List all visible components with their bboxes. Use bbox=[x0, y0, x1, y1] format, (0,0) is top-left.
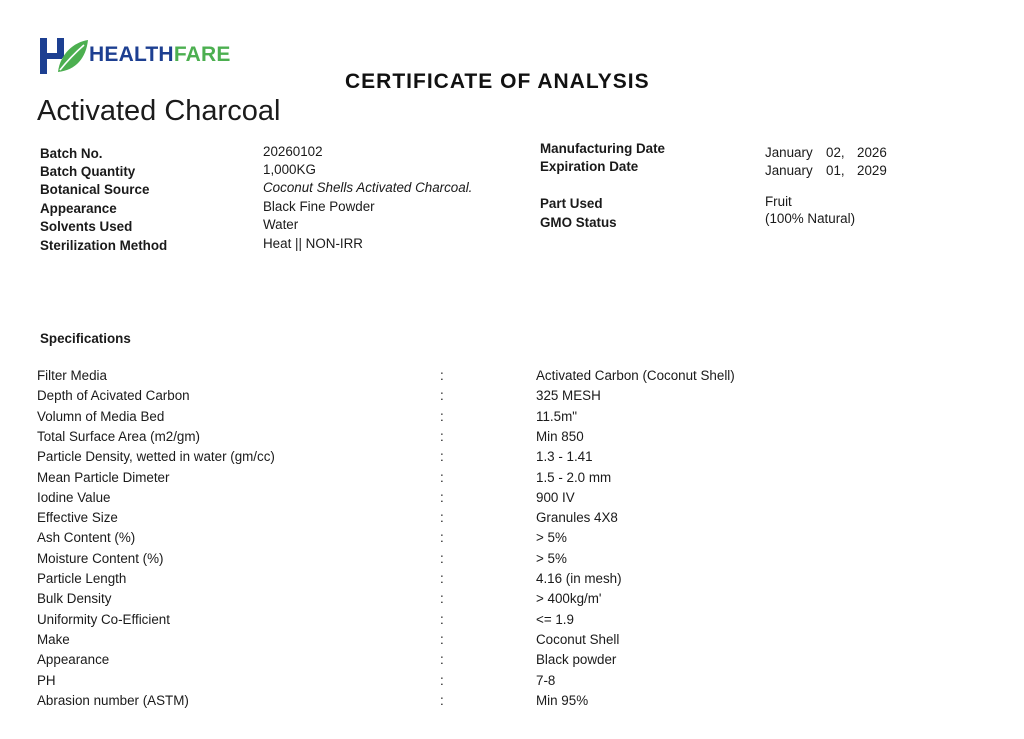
spec-value: Granules 4X8 bbox=[536, 510, 618, 526]
batch-quantity-label: Batch Quantity bbox=[40, 164, 136, 179]
spec-name: Moisture Content (%) bbox=[37, 550, 164, 566]
spec-name: Total Surface Area (m2/gm) bbox=[37, 428, 200, 444]
spec-separator: : bbox=[440, 510, 444, 526]
spec-row bbox=[0, 510, 1024, 530]
spec-name: Bulk Density bbox=[37, 591, 112, 607]
spec-separator: : bbox=[440, 571, 444, 586]
spec-name: Make bbox=[37, 631, 70, 647]
spec-row bbox=[0, 429, 1024, 449]
brand-name bbox=[89, 43, 231, 67]
batch-no-value: 20260102 bbox=[263, 144, 323, 159]
manufacturing-date-label: Manufacturing Date bbox=[540, 141, 665, 156]
spec-value: Black powder bbox=[536, 652, 617, 668]
manufacturing-day: 02, bbox=[826, 145, 845, 160]
expiration-month: January bbox=[765, 163, 813, 178]
manufacturing-month: January bbox=[765, 145, 813, 160]
solvents-used-label: Solvents Used bbox=[40, 219, 133, 234]
sterilization-method-label: Sterilization Method bbox=[40, 238, 168, 253]
spec-separator: : bbox=[440, 631, 444, 647]
spec-row bbox=[0, 530, 1024, 550]
spec-separator: : bbox=[440, 489, 444, 505]
spec-row bbox=[0, 490, 1024, 510]
spec-row bbox=[0, 652, 1024, 672]
spec-value: Min 850 bbox=[536, 428, 584, 444]
spec-value: > 5% bbox=[536, 550, 567, 566]
spec-separator: : bbox=[440, 530, 444, 546]
spec-value: Min 95% bbox=[536, 692, 589, 708]
spec-separator: : bbox=[440, 692, 444, 708]
spec-row bbox=[0, 409, 1024, 429]
spec-name: Particle Length bbox=[37, 571, 127, 586]
spec-separator: : bbox=[440, 672, 444, 688]
spec-name: Ash Content (%) bbox=[37, 530, 136, 546]
specifications-heading: Specifications bbox=[40, 331, 131, 346]
solvents-used-value: Water bbox=[263, 217, 299, 232]
expiration-day: 01, bbox=[826, 163, 845, 178]
appearance-value: Black Fine Powder bbox=[263, 199, 375, 214]
batch-quantity-value: 1,000KG bbox=[263, 162, 316, 177]
brand-name-part2: FARE bbox=[173, 43, 231, 66]
appearance-label: Appearance bbox=[40, 201, 117, 216]
spec-row bbox=[0, 470, 1024, 490]
sterilization-method-value: Heat || NON-IRR bbox=[263, 236, 363, 251]
spec-value: 900 IV bbox=[536, 489, 575, 505]
spec-name: Uniformity Co-Efficient bbox=[37, 611, 170, 627]
leaf-h-icon bbox=[38, 36, 90, 78]
spec-name: Mean Particle Dimeter bbox=[37, 469, 170, 485]
spec-row bbox=[0, 591, 1024, 611]
part-used-label: Part Used bbox=[540, 196, 603, 211]
spec-row bbox=[0, 551, 1024, 571]
part-used-value: Fruit bbox=[765, 194, 792, 209]
spec-name: Volumn of Media Bed bbox=[37, 408, 165, 424]
spec-name: Effective Size bbox=[37, 510, 118, 526]
spec-name: Appearance bbox=[37, 652, 110, 668]
spec-separator: : bbox=[440, 428, 444, 444]
spec-row bbox=[0, 571, 1024, 591]
spec-name: Filter Media bbox=[37, 368, 107, 383]
spec-name: PH bbox=[37, 672, 56, 688]
spec-value: 4.16 (in mesh) bbox=[536, 571, 622, 586]
spec-separator: : bbox=[440, 449, 444, 465]
company-logo bbox=[38, 36, 231, 78]
spec-value: Coconut Shell bbox=[536, 631, 620, 647]
gmo-status-value: (100% Natural) bbox=[765, 211, 856, 226]
gmo-status-label: GMO Status bbox=[540, 215, 617, 230]
spec-row bbox=[0, 368, 1024, 388]
botanical-source-value: Coconut Shells Activated Charcoal. bbox=[263, 180, 473, 195]
spec-row bbox=[0, 612, 1024, 632]
spec-value: > 400kg/m' bbox=[536, 591, 602, 607]
expiration-date-value bbox=[765, 163, 905, 181]
spec-value: > 5% bbox=[536, 530, 567, 546]
spec-separator: : bbox=[440, 652, 444, 668]
spec-name: Particle Density, wetted in water (gm/cc) bbox=[37, 449, 275, 465]
spec-value: 325 MESH bbox=[536, 388, 601, 404]
spec-row bbox=[0, 388, 1024, 408]
spec-separator: : bbox=[440, 388, 444, 404]
document-title: CERTIFICATE OF ANALYSIS bbox=[345, 70, 650, 93]
spec-separator: : bbox=[440, 611, 444, 627]
spec-value: 7-8 bbox=[536, 672, 556, 688]
expiration-date-label: Expiration Date bbox=[540, 159, 639, 174]
spec-separator: : bbox=[440, 591, 444, 607]
spec-name: Iodine Value bbox=[37, 489, 111, 505]
spec-row bbox=[0, 449, 1024, 469]
spec-row bbox=[0, 693, 1024, 713]
spec-row bbox=[0, 673, 1024, 693]
spec-separator: : bbox=[440, 469, 444, 485]
brand-name-part1: HEALTH bbox=[89, 43, 174, 66]
spec-value: 1.3 - 1.41 bbox=[536, 449, 593, 465]
spec-separator: : bbox=[440, 408, 444, 424]
spec-value: 11.5m" bbox=[536, 408, 577, 424]
manufacturing-date-value bbox=[765, 145, 905, 163]
expiration-year: 2029 bbox=[857, 163, 887, 178]
spec-row bbox=[0, 632, 1024, 652]
spec-value: Activated Carbon (Coconut Shell) bbox=[536, 368, 735, 383]
botanical-source-label: Botanical Source bbox=[40, 182, 150, 197]
spec-separator: : bbox=[440, 368, 444, 383]
spec-value: 1.5 - 2.0 mm bbox=[536, 469, 612, 485]
spec-value: <= 1.9 bbox=[536, 611, 574, 627]
spec-name: Depth of Acivated Carbon bbox=[37, 388, 190, 404]
batch-no-label: Batch No. bbox=[40, 146, 103, 161]
manufacturing-year: 2026 bbox=[857, 145, 887, 160]
spec-name: Abrasion number (ASTM) bbox=[37, 692, 189, 708]
product-title: Activated Charcoal bbox=[37, 95, 281, 127]
spec-separator: : bbox=[440, 550, 444, 566]
